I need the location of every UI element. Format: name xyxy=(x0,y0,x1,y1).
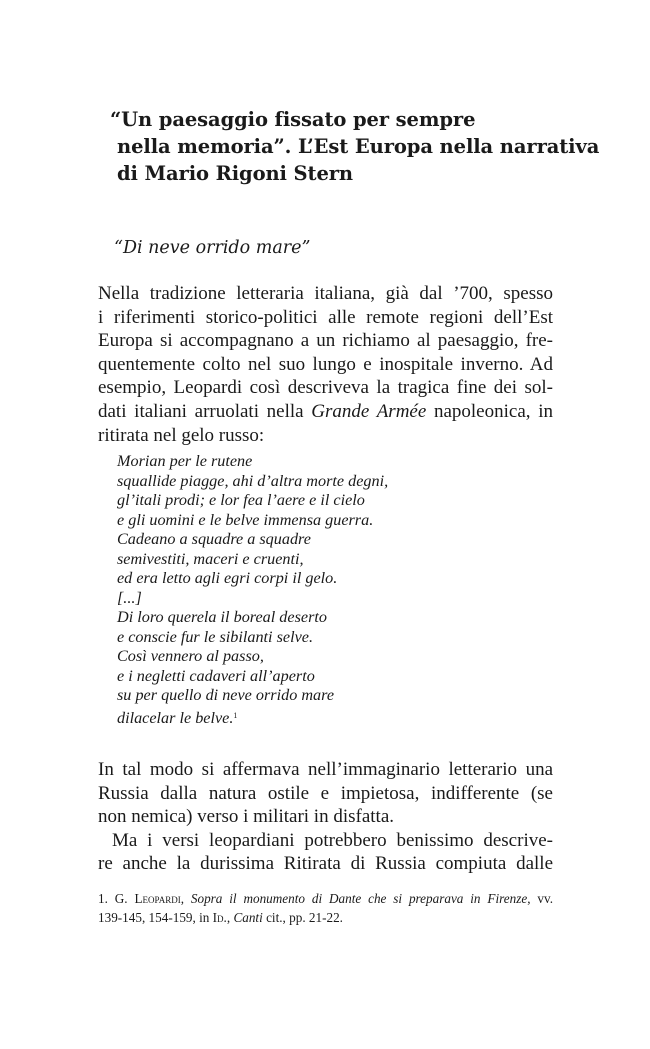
text-line: Ma i versi leopardiani potrebbero benissimo descrive- xyxy=(112,829,553,851)
verse-line: ed era letto agli egri corpi il gelo. xyxy=(117,569,338,587)
footnote xyxy=(98,889,553,927)
verse-text: dilacelar le belve. xyxy=(117,708,234,727)
italic-title: Grande Armée xyxy=(311,400,427,422)
verse-line xyxy=(117,706,388,729)
chapter-title-line: nella memoria”. L’Est Europa nella narrativa xyxy=(117,135,600,158)
footnote-punct: , xyxy=(226,910,234,925)
verse-line: gl’itali prodi; e lor fea l’aere e il cielo xyxy=(117,491,365,509)
footnote-work-title: Sopra il monumento di Dante che si preparava in Firenze xyxy=(190,891,528,906)
chapter-title-line: di Mario Rigoni Stern xyxy=(117,162,354,185)
text-line: non nemica) verso i militari in disfatta. xyxy=(98,806,395,828)
verse-line: e conscie fur le sibilanti selve. xyxy=(117,627,313,646)
text-line: ritirata nel gelo russo: xyxy=(98,424,265,446)
body-paragraph xyxy=(98,758,553,876)
verse-line: squallide piagge, ahi d’altra morte degni, xyxy=(117,471,389,490)
footnote-number: 1. xyxy=(98,891,108,906)
text-line xyxy=(98,400,553,424)
text-line: In tal modo si affermava nell’immaginario letterario una xyxy=(98,759,553,780)
verse-line: semivestiti, maceri e cruenti, xyxy=(117,549,304,568)
footnote-author: Leopardi xyxy=(134,891,181,906)
verse-line: Così vennero al passo, xyxy=(117,647,264,665)
text-run: dati italiani arruolati nella xyxy=(98,400,312,422)
text-line: i riferimenti storico-politici alle remote regioni dell’Est xyxy=(98,306,553,328)
chapter-title-line: “Un paesaggio fissato per sempre xyxy=(110,108,476,131)
verse-line: Morian per le rutene xyxy=(117,452,253,470)
footnote-verses: , vv. xyxy=(527,891,554,906)
footnote-pages: cit., pp. 21-22. xyxy=(262,910,343,925)
footnote-ibid: Id. xyxy=(212,910,227,925)
text-line: re anche la durissima Ritirata di Russia compiuta dalle xyxy=(98,853,553,875)
verse-line: su per quello di neve orrido mare xyxy=(117,686,334,704)
text-line: Europa si accompagnano a un richiamo al paesaggio, fre- xyxy=(98,330,553,352)
verse-line: Di loro querela il boreal deserto xyxy=(117,608,327,626)
text-line: Russia dalla natura ostile e impietosa, indifferente (se xyxy=(98,782,553,804)
chapter-title xyxy=(110,106,600,187)
verse-quotation xyxy=(117,452,388,728)
body-paragraph xyxy=(98,282,553,447)
verse-line: Cadeano a squadre a squadre xyxy=(117,530,311,548)
text-line: quentemente colto nel suo lungo e inospitale inverno. Ad xyxy=(98,353,553,375)
text-line: esempio, Leopardi così descriveva la tragica fine dei sol- xyxy=(98,377,553,399)
footnote-book-title: Canti xyxy=(233,910,263,925)
section-heading: “Di neve orrido mare” xyxy=(114,238,311,258)
verse-line: [...] xyxy=(117,588,142,607)
text-line: Nella tradizione letteraria italiana, già dal ’700, spesso xyxy=(98,283,553,304)
footnote-reference[interactable]: 1 xyxy=(233,710,238,720)
footnote-author-initial: G. xyxy=(114,891,128,906)
verse-line: e gli uomini e le belve immensa guerra. xyxy=(117,510,374,529)
footnote-line xyxy=(98,908,553,927)
footnote-verses: 139-145, 154-159, in xyxy=(98,910,213,925)
verse-line: e i negletti cadaveri all’aperto xyxy=(117,666,315,685)
text-run: napoleonica, in xyxy=(426,400,553,422)
footnote-line xyxy=(98,889,553,908)
footnote-punct: , xyxy=(180,891,184,906)
